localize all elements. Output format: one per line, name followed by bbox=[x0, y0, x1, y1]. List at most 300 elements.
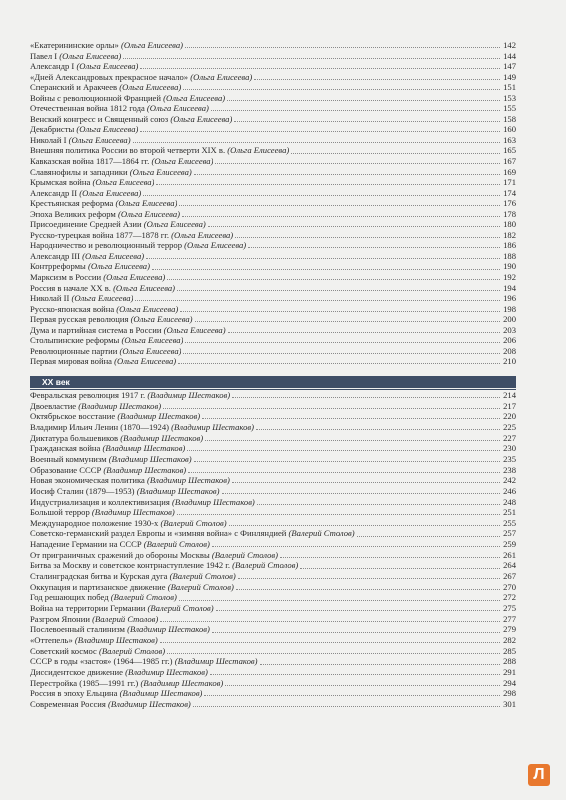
dot-leader bbox=[257, 503, 500, 505]
dot-leader bbox=[212, 545, 500, 547]
dot-leader bbox=[232, 396, 500, 398]
toc-entry bbox=[30, 51, 516, 62]
toc-entry-text: Первая русская революция bbox=[30, 314, 131, 325]
dot-leader bbox=[234, 120, 500, 122]
toc-entry bbox=[30, 678, 516, 689]
toc-entry-page: 214 bbox=[503, 389, 516, 400]
toc-entry-author: (Ольга Елисеева) bbox=[103, 272, 166, 283]
toc-entry-title bbox=[30, 560, 298, 571]
toc-entry-text: Перестройка (1985—1991 гг.) bbox=[30, 677, 141, 688]
toc-entry-page: 151 bbox=[503, 82, 516, 93]
toc-entry bbox=[30, 304, 516, 315]
toc-entry-title bbox=[30, 454, 192, 465]
toc-entry-author: (Валерий Столов) bbox=[143, 539, 210, 550]
toc-entry-title bbox=[30, 486, 220, 497]
toc-entry-page: 176 bbox=[503, 198, 516, 209]
dot-leader bbox=[225, 684, 500, 686]
toc-entry-page: 144 bbox=[503, 50, 516, 61]
toc-entry-title bbox=[30, 335, 183, 346]
toc-entry-author: (Валерий Столов) bbox=[169, 571, 236, 582]
toc-entry-text: Русско-японская война bbox=[30, 303, 117, 314]
toc-entry-title bbox=[30, 51, 121, 62]
dot-leader bbox=[229, 524, 500, 526]
toc-entry-text: Войны с революционной Францией bbox=[30, 92, 164, 103]
toc-entry-page: 220 bbox=[503, 411, 516, 422]
toc-entry bbox=[30, 261, 516, 272]
toc-entry-author: (Ольга Елисеева) bbox=[92, 177, 155, 188]
toc-entry-title bbox=[30, 325, 226, 336]
toc-entry-page: 155 bbox=[503, 103, 516, 114]
toc-entry-text: Современная Россия bbox=[30, 698, 108, 709]
toc-entry-page: 301 bbox=[503, 698, 516, 709]
toc-entry bbox=[30, 135, 516, 146]
toc-entry-text: Славянофилы и западники bbox=[30, 166, 130, 177]
toc-entry-title bbox=[30, 61, 138, 72]
dot-leader bbox=[160, 641, 500, 643]
dot-leader bbox=[210, 673, 500, 675]
dot-leader bbox=[194, 173, 500, 175]
toc-entry-title bbox=[30, 188, 141, 199]
toc-entry-title bbox=[30, 103, 209, 114]
toc-entry-text: Александр III bbox=[30, 250, 83, 261]
toc-entry-page: 282 bbox=[503, 635, 516, 646]
toc-entry-title bbox=[30, 635, 158, 646]
toc-entry-title bbox=[30, 314, 193, 325]
dot-leader bbox=[180, 310, 500, 312]
toc-entry bbox=[30, 592, 516, 603]
toc-entry-title bbox=[30, 550, 278, 561]
toc-entry-page: 298 bbox=[503, 688, 516, 699]
dot-leader bbox=[167, 652, 500, 654]
toc-entry-text: Февральская революция 1917 г. bbox=[30, 389, 148, 400]
toc-entry-author: (Владимир Шестаков) bbox=[91, 507, 175, 518]
toc-entry bbox=[30, 401, 516, 412]
toc-entry bbox=[30, 518, 516, 529]
toc-entry-page: 186 bbox=[503, 240, 516, 251]
toc-entry-author: (Ольга Елисеева) bbox=[171, 229, 234, 240]
section-rule bbox=[30, 389, 516, 390]
toc-entry bbox=[30, 539, 516, 550]
toc-entry-title bbox=[30, 401, 161, 412]
dot-leader bbox=[133, 141, 500, 143]
toc-entry bbox=[30, 465, 516, 476]
table-of-contents bbox=[30, 40, 516, 710]
toc-entry-author: (Ольга Елисеева) bbox=[68, 134, 131, 145]
toc-entry-author: (Владимир Шестаков) bbox=[103, 464, 187, 475]
toc-entry bbox=[30, 667, 516, 678]
toc-entry-author: (Ольга Елисеева) bbox=[163, 92, 226, 103]
toc-entry bbox=[30, 251, 516, 262]
toc-entry-author: (Ольга Елисеева) bbox=[227, 145, 290, 156]
toc-entry-title bbox=[30, 422, 254, 433]
toc-entry-page: 230 bbox=[503, 443, 516, 454]
dot-leader bbox=[179, 204, 500, 206]
toc-entry bbox=[30, 571, 516, 582]
toc-entry-text: Октябрьское восстание bbox=[30, 411, 118, 422]
toc-entry bbox=[30, 390, 516, 401]
toc-entry bbox=[30, 177, 516, 188]
toc-entry-author: (Владимир Шестаков) bbox=[171, 421, 254, 432]
toc-entry bbox=[30, 550, 516, 561]
toc-entry-title bbox=[30, 114, 232, 125]
dot-leader bbox=[238, 577, 500, 579]
toc-entry-text: Крымская война bbox=[30, 177, 93, 188]
toc-entry bbox=[30, 272, 516, 283]
dot-leader bbox=[215, 162, 500, 164]
toc-entry-author: (Ольга Елисеева) bbox=[76, 61, 139, 72]
toc-entry bbox=[30, 219, 516, 230]
toc-entry-page: 194 bbox=[503, 282, 516, 293]
dot-leader bbox=[188, 471, 500, 473]
toc-entry bbox=[30, 486, 516, 497]
dot-leader bbox=[280, 556, 500, 558]
toc-entry-text: «Екатерининские орлы» bbox=[30, 40, 121, 50]
toc-entry-page: 238 bbox=[503, 464, 516, 475]
section-header-title: XX век bbox=[42, 376, 70, 387]
toc-entry-page: 165 bbox=[503, 145, 516, 156]
toc-entry-text: Иосиф Сталин (1879—1953) bbox=[30, 485, 137, 496]
toc-entry-author: (Ольга Елисеева) bbox=[113, 282, 176, 293]
toc-entry-title bbox=[30, 646, 165, 657]
toc-entry-title bbox=[30, 678, 223, 689]
dot-leader bbox=[300, 567, 500, 569]
toc-entry-text: Николай II bbox=[30, 293, 72, 304]
toc-list-part1 bbox=[30, 40, 516, 367]
toc-entry-author: (Валерий Столов) bbox=[110, 592, 177, 603]
toc-entry-title bbox=[30, 219, 206, 230]
toc-entry-text: Советский космос bbox=[30, 645, 100, 656]
toc-entry-text: Разгром Японии bbox=[30, 613, 93, 624]
toc-entry-title bbox=[30, 465, 186, 476]
toc-entry-text: Гражданская война bbox=[30, 443, 103, 454]
toc-entry-text: Крестьянская реформа bbox=[30, 198, 116, 209]
dot-leader bbox=[193, 705, 500, 707]
toc-entry bbox=[30, 283, 516, 294]
toc-entry-page: 267 bbox=[503, 571, 516, 582]
toc-entry-text: Столыпинские реформы bbox=[30, 335, 122, 346]
toc-entry-text: СССР в годы «застоя» (1964—1985 гг.) bbox=[30, 656, 175, 667]
toc-entry bbox=[30, 507, 516, 518]
toc-entry bbox=[30, 624, 516, 635]
toc-entry bbox=[30, 103, 516, 114]
toc-entry-page: 279 bbox=[503, 624, 516, 635]
toc-entry-author: (Ольга Елисеева) bbox=[121, 335, 184, 346]
dot-leader bbox=[208, 225, 500, 227]
toc-entry-author: (Ольга Елисеева) bbox=[79, 187, 142, 198]
toc-entry-text: Марксизм в России bbox=[30, 272, 104, 283]
toc-entry-page: 196 bbox=[503, 293, 516, 304]
toc-entry-author: (Владимир Шестаков) bbox=[117, 411, 201, 422]
toc-entry-author: (Ольга Елисеева) bbox=[170, 113, 233, 124]
toc-entry-title bbox=[30, 167, 192, 178]
dot-leader bbox=[182, 215, 500, 217]
toc-entry bbox=[30, 114, 516, 125]
toc-entry bbox=[30, 40, 516, 51]
toc-entry-title bbox=[30, 667, 208, 678]
dot-leader bbox=[143, 194, 500, 196]
toc-entry bbox=[30, 688, 516, 699]
toc-entry-title bbox=[30, 433, 203, 444]
toc-entry-text: «Оттепель» bbox=[30, 635, 75, 646]
toc-entry-author: (Ольга Елисеева) bbox=[143, 219, 206, 230]
toc-entry-title bbox=[30, 135, 131, 146]
toc-entry-title bbox=[30, 198, 177, 209]
toc-entry-title bbox=[30, 592, 177, 603]
toc-entry-page: 275 bbox=[503, 603, 516, 614]
toc-entry-author: (Ольга Елисеева) bbox=[76, 124, 139, 135]
toc-entry bbox=[30, 422, 516, 433]
toc-entry-page: 288 bbox=[503, 656, 516, 667]
toc-entry-author: (Валерий Столов) bbox=[160, 517, 227, 528]
dot-leader bbox=[236, 588, 500, 590]
labirint-logo-icon bbox=[528, 764, 550, 786]
dot-leader bbox=[228, 331, 500, 333]
dot-leader bbox=[260, 663, 500, 665]
toc-entry-text: Владимир Ильич Ленин (1870—1924) bbox=[30, 421, 172, 432]
toc-entry-title bbox=[30, 507, 175, 518]
toc-entry-author: (Владимир Шестаков) bbox=[120, 432, 204, 443]
toc-entry-title bbox=[30, 582, 234, 593]
toc-entry-author: (Ольга Елисеева) bbox=[129, 166, 192, 177]
toc-entry bbox=[30, 124, 516, 135]
toc-entry bbox=[30, 240, 516, 251]
toc-entry bbox=[30, 475, 516, 486]
dot-leader bbox=[177, 513, 500, 515]
toc-entry bbox=[30, 646, 516, 657]
dot-leader bbox=[177, 289, 500, 291]
toc-entry bbox=[30, 145, 516, 156]
toc-entry-page: 163 bbox=[503, 134, 516, 145]
toc-entry-author: (Ольга Елисеева) bbox=[163, 324, 226, 335]
toc-entry-title bbox=[30, 124, 138, 135]
toc-entry-text: Послевоенный сталинизм bbox=[30, 624, 128, 635]
toc-entry-page: 147 bbox=[503, 61, 516, 72]
toc-entry-text: Индустриализация и коллективизация bbox=[30, 496, 172, 507]
toc-entry-page: 149 bbox=[503, 71, 516, 82]
toc-entry-title bbox=[30, 272, 165, 283]
toc-entry-page: 190 bbox=[503, 261, 516, 272]
toc-entry-page: 180 bbox=[503, 219, 516, 230]
toc-entry bbox=[30, 454, 516, 465]
toc-entry-page: 208 bbox=[503, 345, 516, 356]
toc-entry-text: Образование СССР bbox=[30, 464, 104, 475]
toc-entry-author: (Валерий Столов) bbox=[211, 549, 279, 560]
toc-entry-author: (Владимир Шестаков) bbox=[147, 475, 230, 486]
dot-leader bbox=[178, 362, 500, 364]
toc-entry-page: 294 bbox=[503, 677, 516, 688]
toc-entry-author: (Ольга Елисеева) bbox=[115, 198, 178, 209]
dot-leader bbox=[135, 299, 500, 301]
toc-entry bbox=[30, 72, 516, 83]
toc-entry bbox=[30, 635, 516, 646]
toc-entry bbox=[30, 198, 516, 209]
toc-entry-author: (Владимир Шестаков) bbox=[127, 624, 210, 635]
toc-entry-text: Сперанский и Аракчеев bbox=[30, 82, 120, 93]
dot-leader bbox=[160, 620, 500, 622]
dot-leader bbox=[212, 631, 500, 633]
toc-entry-text: Военный коммунизм bbox=[30, 453, 109, 464]
toc-entry-title bbox=[30, 475, 230, 486]
toc-entry-author: (Владимир Шестаков) bbox=[140, 677, 224, 688]
toc-entry-title bbox=[30, 156, 213, 167]
toc-entry-page: 285 bbox=[503, 645, 516, 656]
toc-entry bbox=[30, 699, 516, 710]
toc-entry-title bbox=[30, 283, 175, 294]
toc-entry bbox=[30, 325, 516, 336]
toc-entry bbox=[30, 156, 516, 167]
toc-entry-author: (Ольга Елисеева) bbox=[151, 156, 214, 167]
toc-entry-page: 142 bbox=[503, 40, 516, 50]
toc-entry-page: 272 bbox=[503, 592, 516, 603]
toc-entry-title bbox=[30, 72, 252, 83]
toc-entry-title bbox=[30, 304, 178, 315]
toc-entry-page: 174 bbox=[503, 187, 516, 198]
toc-entry-author: (Ольга Елисеева) bbox=[121, 40, 183, 50]
toc-entry-page: 255 bbox=[503, 517, 516, 528]
toc-entry-author: (Владимир Шестаков) bbox=[78, 400, 162, 411]
toc-entry-page: 203 bbox=[503, 324, 516, 335]
toc-entry-title bbox=[30, 293, 133, 304]
toc-entry-author: (Валерий Столов) bbox=[232, 560, 299, 571]
toc-entry-author: (Ольга Елисеева) bbox=[190, 71, 253, 82]
toc-list-part2 bbox=[30, 390, 516, 710]
toc-entry-author: (Ольга Елисеева) bbox=[116, 303, 179, 314]
dot-leader bbox=[222, 492, 500, 494]
toc-entry-text: Павел I bbox=[30, 50, 60, 61]
toc-entry-text: Отечественная война 1812 года bbox=[30, 103, 147, 114]
toc-entry-text: Николай I bbox=[30, 134, 69, 145]
dot-leader bbox=[216, 609, 500, 611]
toc-entry-page: 246 bbox=[503, 485, 516, 496]
toc-entry-page: 171 bbox=[503, 177, 516, 188]
toc-entry-author: (Ольга Елисеева) bbox=[130, 314, 193, 325]
toc-entry-author: (Ольга Елисеева) bbox=[118, 208, 180, 219]
toc-entry bbox=[30, 93, 516, 104]
toc-entry-author: (Владимир Шестаков) bbox=[174, 656, 258, 667]
toc-entry-title bbox=[30, 145, 289, 156]
logo-letter: Л bbox=[533, 766, 545, 783]
dot-leader bbox=[152, 268, 500, 270]
toc-entry-text: Двоевластие bbox=[30, 400, 79, 411]
toc-entry-title bbox=[30, 539, 210, 550]
toc-entry-text: Декабристы bbox=[30, 124, 77, 135]
toc-entry-page: 160 bbox=[503, 124, 516, 135]
toc-entry-author: (Владимир Шестаков) bbox=[108, 453, 192, 464]
toc-entry bbox=[30, 614, 516, 625]
toc-entry-page: 169 bbox=[503, 166, 516, 177]
toc-entry-text: «Дней Александровых прекрасное начало» bbox=[30, 71, 191, 82]
toc-entry bbox=[30, 335, 516, 346]
toc-entry-title bbox=[30, 497, 255, 508]
toc-entry-text: Первая мировая война bbox=[30, 356, 115, 367]
toc-entry-page: 167 bbox=[503, 156, 516, 167]
dot-leader bbox=[140, 130, 500, 132]
toc-entry bbox=[30, 209, 516, 220]
toc-entry-author: (Валерий Столов) bbox=[288, 528, 355, 539]
toc-entry-text: Год решающих побед bbox=[30, 592, 111, 603]
toc-entry-title bbox=[30, 699, 191, 710]
dot-leader bbox=[185, 341, 500, 343]
dot-leader bbox=[185, 46, 500, 48]
toc-entry-page: 217 bbox=[503, 400, 516, 411]
toc-entry-text: Народничество и революционный террор bbox=[30, 240, 185, 251]
toc-entry-text: Война на территории Германии bbox=[30, 603, 148, 614]
dot-leader bbox=[179, 599, 500, 601]
toc-entry-title bbox=[30, 177, 154, 188]
toc-entry-page: 248 bbox=[503, 496, 516, 507]
toc-entry-page: 206 bbox=[503, 335, 516, 346]
toc-entry-title bbox=[30, 603, 214, 614]
dot-leader bbox=[123, 57, 500, 59]
toc-entry-page: 178 bbox=[503, 208, 516, 219]
dot-leader bbox=[291, 152, 500, 154]
toc-entry bbox=[30, 356, 516, 367]
toc-entry bbox=[30, 167, 516, 178]
toc-entry-text: Диссидентское движение bbox=[30, 667, 126, 678]
toc-entry-text: Внешняя политика России во второй четверти XIX в. bbox=[30, 145, 228, 156]
toc-entry-text: Большой террор bbox=[30, 507, 92, 518]
toc-entry bbox=[30, 497, 516, 508]
section-header bbox=[30, 376, 516, 388]
dot-leader bbox=[235, 236, 500, 238]
toc-entry-page: 251 bbox=[503, 507, 516, 518]
dot-leader bbox=[183, 88, 500, 90]
toc-entry-title bbox=[30, 688, 202, 699]
dot-leader bbox=[211, 109, 500, 111]
toc-entry-title bbox=[30, 528, 355, 539]
toc-entry-author: (Ольга Елисеева) bbox=[71, 293, 134, 304]
toc-entry-page: 153 bbox=[503, 92, 516, 103]
toc-entry-author: (Владимир Шестаков) bbox=[74, 635, 158, 646]
toc-entry-title bbox=[30, 93, 225, 104]
toc-entry-author: (Владимир Шестаков) bbox=[125, 667, 208, 678]
toc-entry-author: (Ольга Елисеева) bbox=[82, 250, 145, 261]
toc-entry-page: 261 bbox=[503, 549, 516, 560]
toc-entry bbox=[30, 346, 516, 357]
toc-entry-author: (Владимир Шестаков) bbox=[119, 688, 203, 699]
toc-entry bbox=[30, 61, 516, 72]
toc-entry-text: Александр II bbox=[30, 187, 80, 198]
dot-leader bbox=[195, 320, 500, 322]
toc-entry-title bbox=[30, 443, 185, 454]
toc-entry bbox=[30, 656, 516, 667]
toc-entry-text: Русско-турецкая война 1877—1878 гг. bbox=[30, 229, 172, 240]
dot-leader bbox=[140, 67, 500, 69]
toc-entry-author: (Владимир Шестаков) bbox=[171, 496, 255, 507]
toc-entry-page: 270 bbox=[503, 581, 516, 592]
toc-entry-author: (Ольга Елисеева) bbox=[87, 261, 150, 272]
toc-entry-text: Александр I bbox=[30, 61, 77, 72]
toc-entry-page: 277 bbox=[503, 613, 516, 624]
toc-entry bbox=[30, 443, 516, 454]
toc-entry bbox=[30, 603, 516, 614]
toc-entry-page: 257 bbox=[503, 528, 516, 539]
toc-entry-title bbox=[30, 518, 227, 529]
toc-entry-text: Контрреформы bbox=[30, 261, 88, 272]
toc-entry bbox=[30, 188, 516, 199]
toc-entry-author: (Ольга Елисеева) bbox=[184, 240, 247, 251]
dot-leader bbox=[254, 78, 500, 80]
toc-entry-text: Новая экономическая политика bbox=[30, 475, 148, 486]
toc-entry-title bbox=[30, 356, 176, 367]
toc-entry bbox=[30, 82, 516, 93]
dot-leader bbox=[167, 278, 500, 280]
toc-entry-author: (Ольга Елисеева) bbox=[119, 345, 182, 356]
toc-entry-author: (Ольга Елисеева) bbox=[146, 103, 209, 114]
toc-entry-text: Битва за Москву и советское контрнаступление 1942 г. bbox=[30, 560, 233, 571]
toc-entry-text: Россия в эпоху Ельцина bbox=[30, 688, 120, 699]
toc-entry-text: Дума и партийная система в России bbox=[30, 324, 164, 335]
